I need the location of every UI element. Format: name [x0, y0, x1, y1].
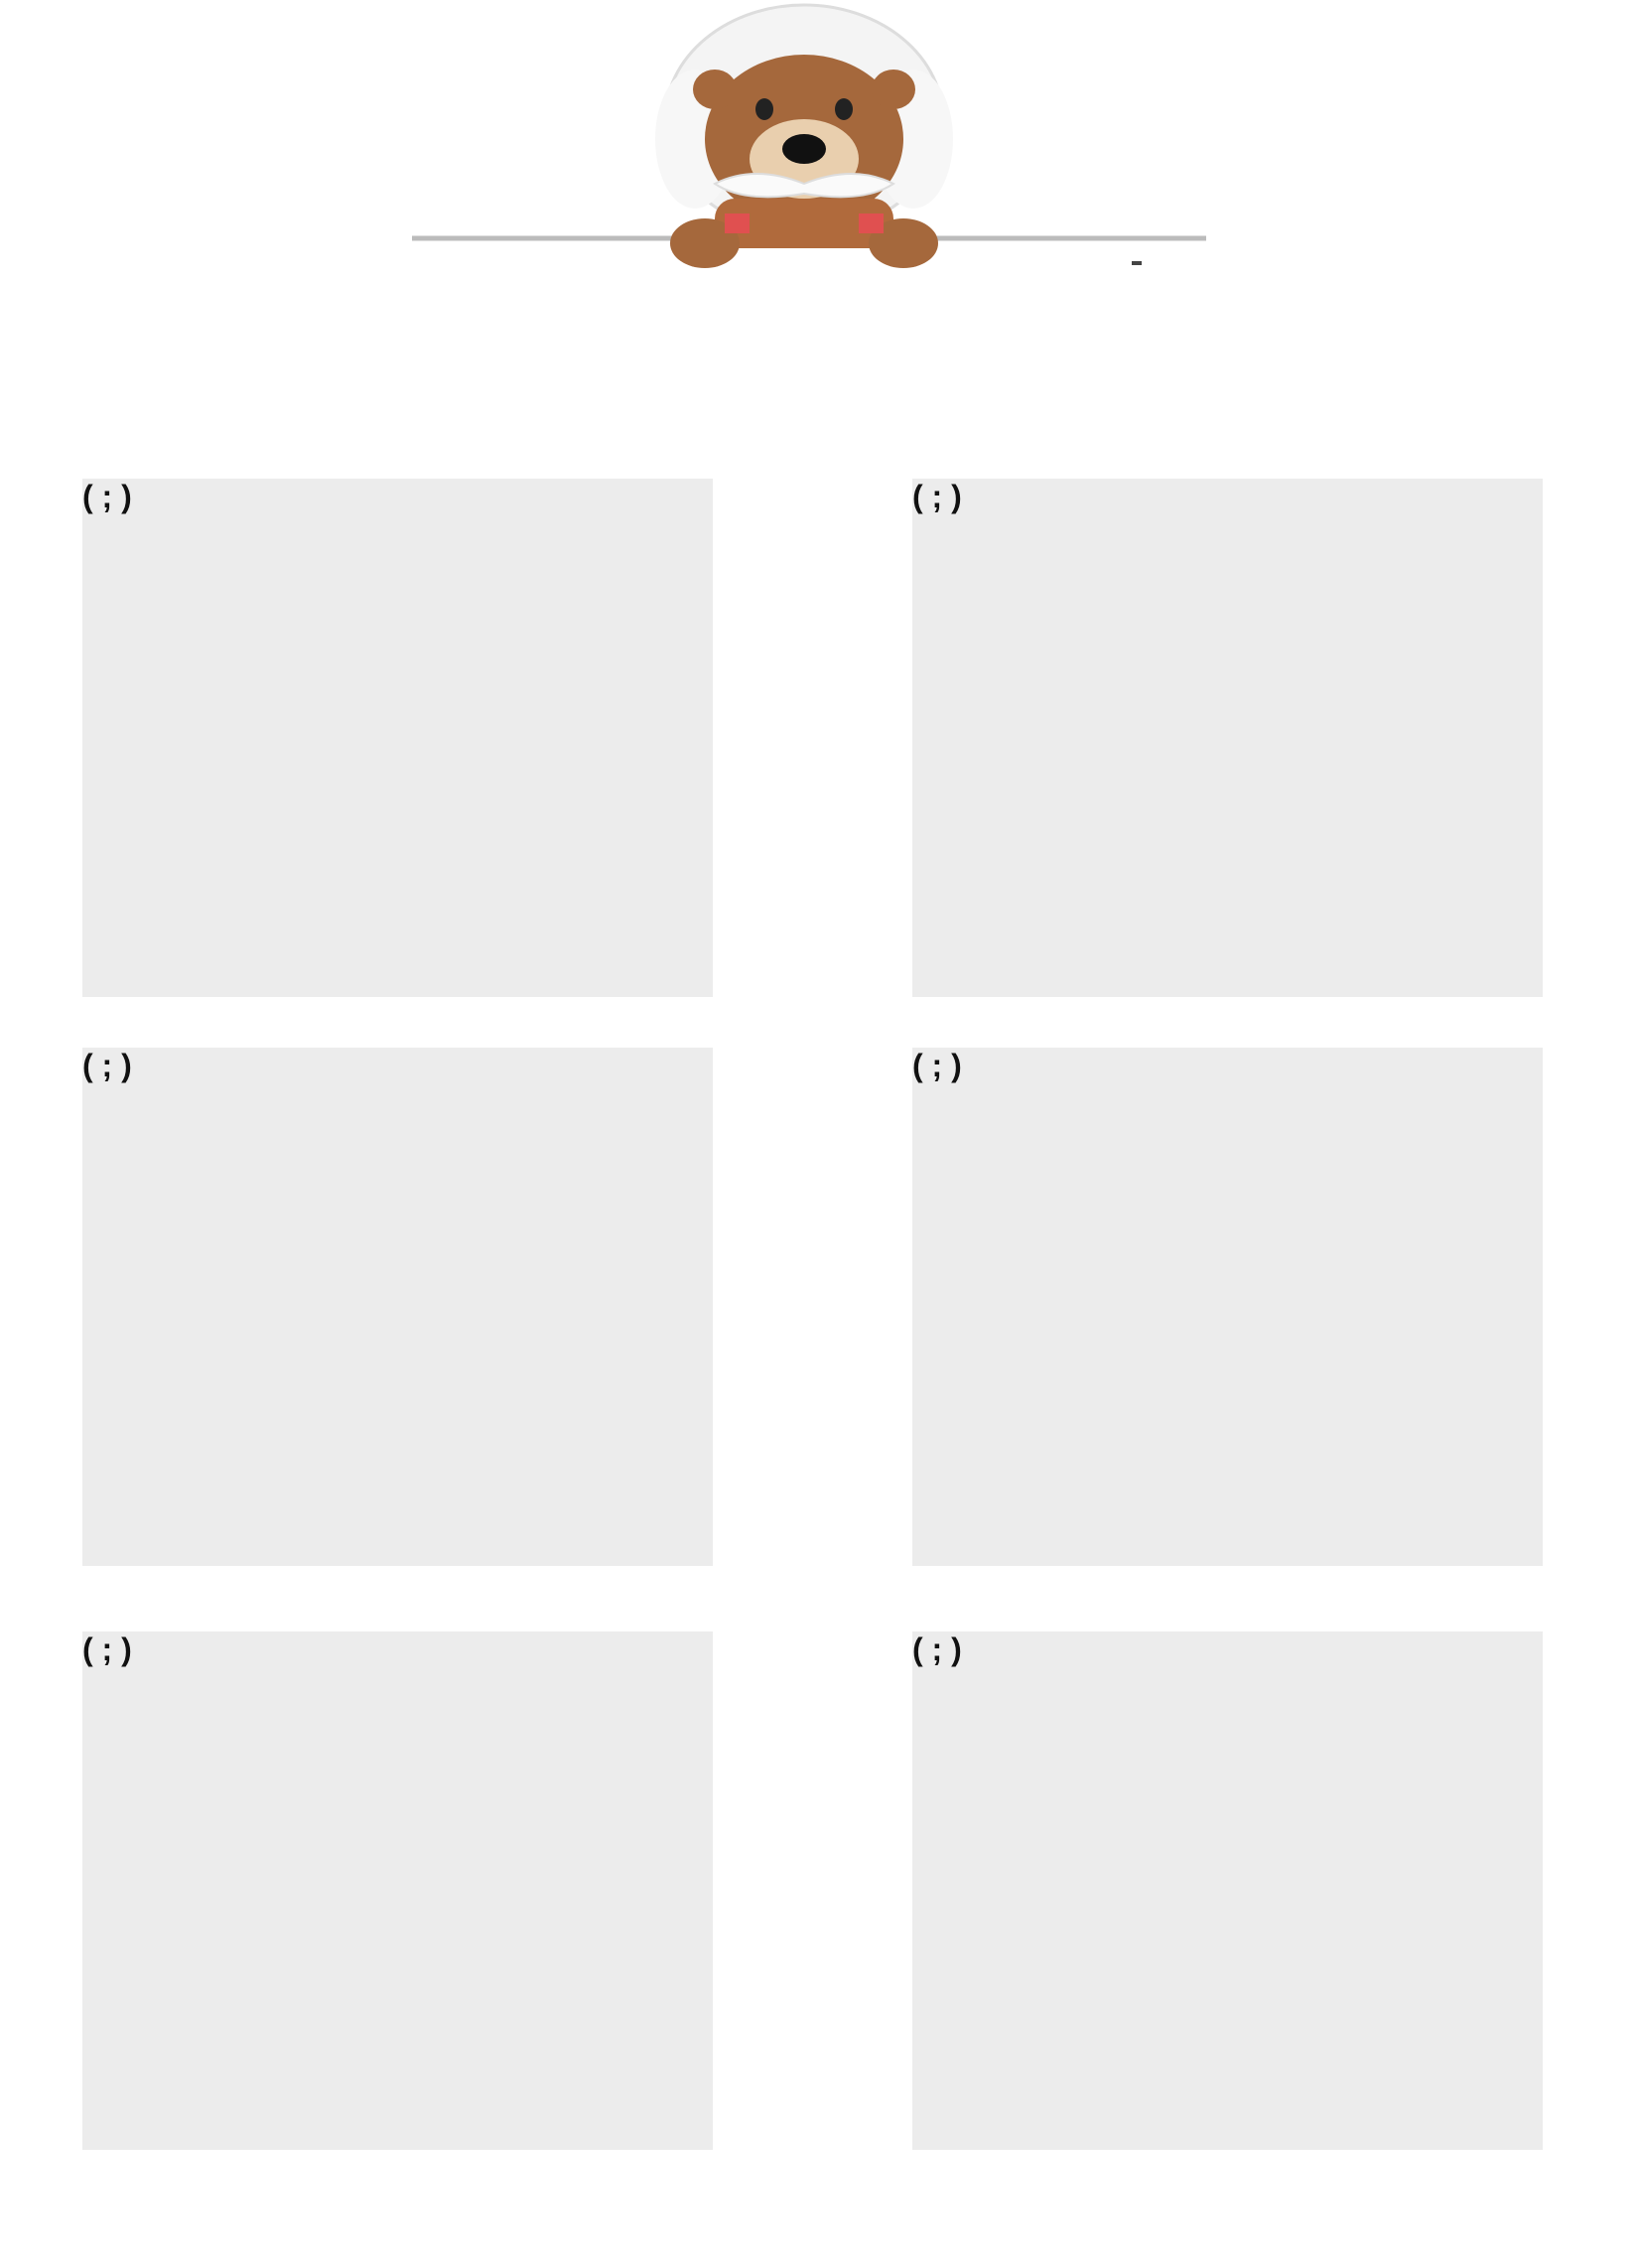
target-coordinates: ( ; ) [82, 1048, 132, 1083]
exercise-panel [912, 1631, 1543, 2150]
exercise-panel [912, 479, 1543, 997]
target-coordinates: ( ; ) [912, 479, 962, 514]
exercise-panel [82, 479, 713, 997]
exercise-panel [82, 1048, 713, 1566]
coordinate-grid[interactable] [912, 479, 1543, 997]
mascot-illustration [397, 0, 1251, 273]
coordinate-grid[interactable] [82, 1048, 713, 1566]
target-coordinates: ( ; ) [912, 1631, 962, 1667]
exercise-panel [82, 1631, 713, 2150]
target-coordinates: ( ; ) [912, 1048, 962, 1083]
coordinate-grid[interactable] [82, 1631, 713, 2150]
coordinate-grid[interactable] [912, 1631, 1543, 2150]
coordinate-grid[interactable] [82, 479, 713, 997]
target-coordinates: ( ; ) [82, 479, 132, 514]
coordinate-grid[interactable] [912, 1048, 1543, 1566]
target-coordinates: ( ; ) [82, 1631, 132, 1667]
exercise-panel [912, 1048, 1543, 1566]
